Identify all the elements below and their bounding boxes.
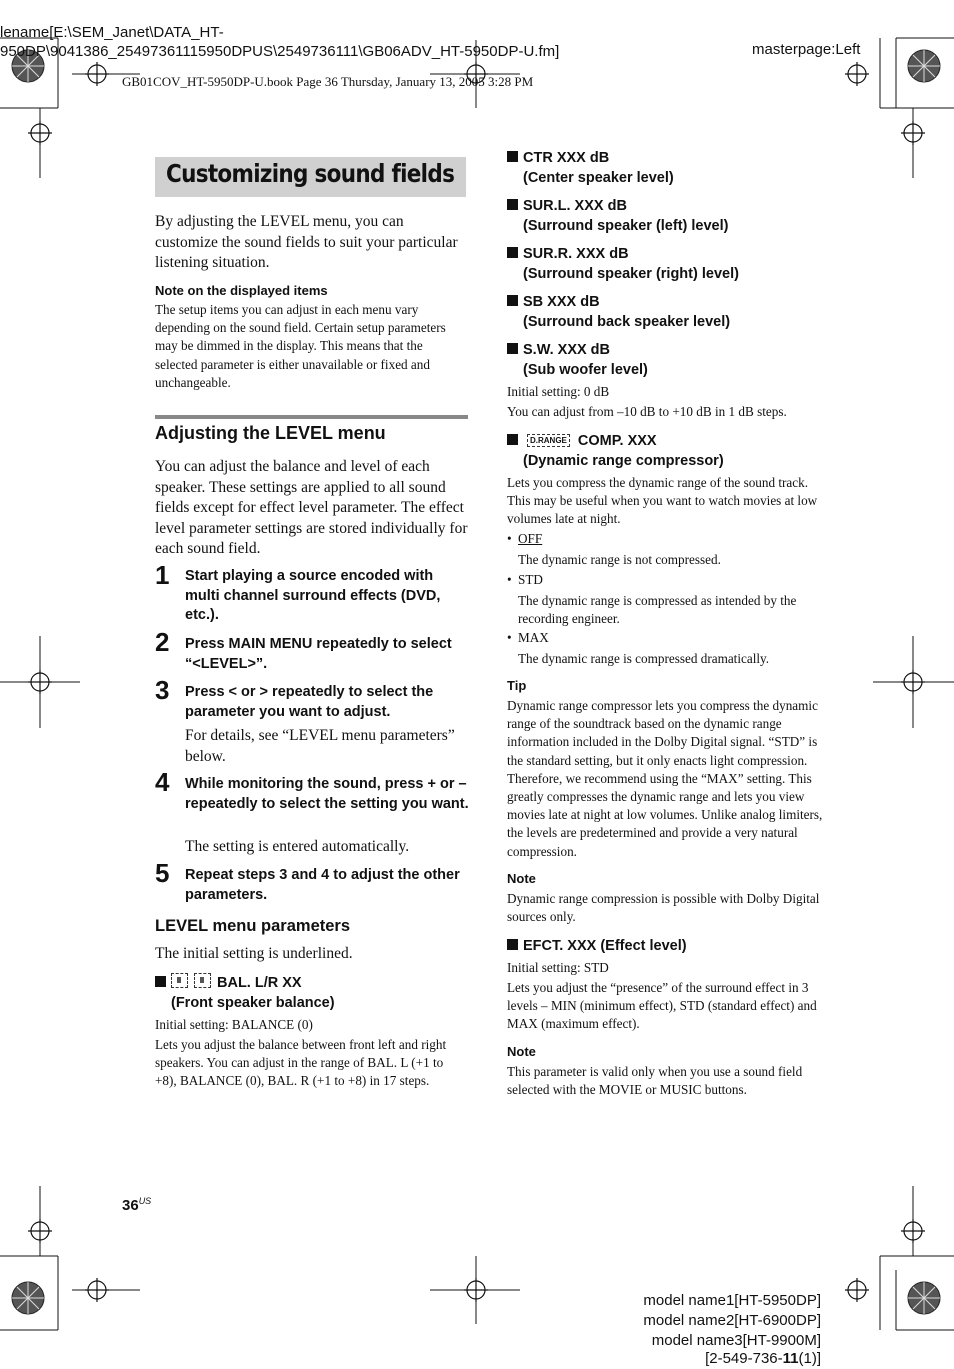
ctr-line2: (Center speaker level) — [523, 170, 674, 186]
step-1-number: 1 — [155, 560, 170, 590]
tip-heading: Tip — [507, 678, 527, 693]
bal-title-line1: BAL. L/R XX — [217, 975, 302, 991]
footer-model-3: model name3[HT-9900M] — [651, 1332, 821, 1349]
efct-text: Lets you adjust the “presence” of the surround effect in 3 levels – MIN (minimum effect), STD (standard effect) and MAX (maximum effect). — [507, 980, 817, 1032]
front-right-speaker-icon — [194, 973, 211, 988]
book-info: GB01COV_HT-5950DP-U.book Page 36 Thursday, January 13, 2005 3:28 PM — [122, 74, 534, 89]
footer-model-1: model name1[HT-5950DP] — [643, 1292, 821, 1309]
square-bullet-icon — [507, 434, 518, 445]
comp-line1: COMP. XXX — [577, 433, 657, 449]
params-intro: The initial setting is underlined. — [155, 945, 353, 962]
footer-code-post: (1)] — [798, 1350, 821, 1367]
surr-line1: SUR.R. XXX dB — [523, 246, 629, 262]
bal-text: Lets you adjust the balance between front left and right speakers. You can adjust in the range of BAL. L (+1 to +8), BALANCE (0), BAL. R (+1 to +8) in 17 steps. — [155, 1037, 447, 1089]
comp-option-max-name: MAX — [518, 630, 549, 645]
comp-option-std-name: STD — [518, 572, 543, 587]
surl-line2: (Surround speaker (left) level) — [523, 218, 729, 234]
square-bullet-icon — [507, 295, 518, 306]
step-5-number: 5 — [155, 858, 170, 888]
footer-code-bold: 11 — [782, 1350, 799, 1367]
sw-line1: S.W. XXX dB — [523, 342, 611, 358]
footer-code — [705, 1349, 821, 1369]
sb-line1: SB XXX dB — [523, 294, 600, 310]
note-displayed-heading: Note on the displayed items — [155, 283, 328, 298]
filename-line-2: 950DP\9041386_25497361115950DPUS\2549736111\GB06ADV_HT-5950DP-U.fm] — [0, 43, 560, 60]
step-3-detail: For details, see “LEVEL menu parameters” below. — [185, 727, 455, 765]
level-range: You can adjust from –10 dB to +10 dB in 1 dB steps. — [507, 404, 787, 419]
comp-text: Lets you compress the dynamic range of the sound track. This may be useful when you want to watch movies at low volumes late at night. — [507, 475, 818, 527]
bal-initial: Initial setting: BALANCE (0) — [155, 1017, 313, 1032]
footer-model-2: model name2[HT-6900DP] — [643, 1312, 821, 1329]
square-bullet-icon — [507, 151, 518, 162]
note2-heading: Note — [507, 1044, 536, 1059]
comp-param — [507, 431, 823, 471]
step-4-number: 4 — [155, 767, 170, 797]
ctr-param — [507, 148, 823, 188]
note1-text: Dynamic range compression is possible with Dolby Digital sources only. — [507, 891, 820, 925]
page-title: Customizing sound fields — [166, 159, 455, 188]
front-left-speaker-icon — [171, 973, 188, 988]
surr-param — [507, 244, 823, 284]
footer-code-pre: [2-549-736- — [705, 1350, 783, 1367]
surr-line2: (Surround speaker (right) level) — [523, 266, 739, 282]
surl-param — [507, 196, 823, 236]
level-initial: Initial setting: 0 dB — [507, 384, 610, 399]
step-3-number: 3 — [155, 675, 170, 705]
comp-line2: (Dynamic range compressor) — [523, 453, 724, 469]
comp-option-off-name: OFF — [518, 531, 543, 546]
square-bullet-icon — [507, 199, 518, 210]
square-bullet-icon — [507, 247, 518, 258]
tip-text: Dynamic range compressor lets you compress the dynamic range of the soundtrack based on the dynamic range information included in the Dolby Digital signal. “STD” is the standard setting, but it only enacts light compression. Therefore, we recommend using the “MAX” setting. This greatly compresses the dynamic range and lets you view movies late at night at low volumes. Unlike analog limiters, the levels are predetermined and provide a very natural compression. — [507, 698, 823, 859]
square-bullet-icon — [507, 939, 518, 950]
step-3-text: Press < or > repeatedly to select the parameter you want to adjust. — [185, 684, 434, 720]
sw-line2: (Sub woofer level) — [523, 362, 648, 378]
step-4-text: While monitoring the sound, press + or – repeatedly to select the setting you want. — [185, 776, 469, 812]
note-displayed-text: The setup items you can adjust in each menu vary depending on the sound field. Certain setup parameters may be dimmed in the display. This means that the selected parameter is either unavailable or fixed and unchangeable. — [155, 302, 446, 390]
section-rule — [155, 415, 468, 419]
comp-option-max-desc: The dynamic range is compressed dramatically. — [518, 651, 770, 666]
bal-title — [155, 973, 468, 1013]
step-2-number: 2 — [155, 627, 170, 657]
sb-line2: (Surround back speaker level) — [523, 314, 731, 330]
step-4-detail: The setting is entered automatically. — [185, 838, 410, 855]
sw-param — [507, 340, 823, 380]
ctr-line1: CTR XXX dB — [523, 150, 610, 166]
step-5-text: Repeat steps 3 and 4 to adjust the other parameters. — [185, 867, 460, 903]
section-intro: You can adjust the balance and level of each speaker. These settings are applied to all sound fields except for effect level parameter. The effect level parameter settings are stored individually for each sound field. — [155, 458, 468, 557]
intro-text: By adjusting the LEVEL menu, you can customize the sound fields to suit your particular listening situation. — [155, 213, 458, 271]
efct-initial: Initial setting: STD — [507, 960, 609, 975]
params-heading: LEVEL menu parameters — [155, 917, 351, 935]
square-bullet-icon — [155, 976, 166, 987]
section-heading: Adjusting the LEVEL menu — [155, 423, 386, 443]
note2-text: This parameter is valid only when you use a sound field selected with the MOVIE or MUSIC buttons. — [507, 1064, 803, 1098]
efct-param — [507, 936, 823, 956]
comp-option-std-desc: The dynamic range is compressed as intended by the recording engineer. — [518, 593, 797, 627]
filename-line-1: lename[E:\SEM_Janet\DATA_HT- — [0, 24, 224, 41]
square-bullet-icon — [507, 343, 518, 354]
note1-heading: Note — [507, 871, 536, 886]
page-number-suffix: US — [138, 1196, 152, 1206]
sb-param — [507, 292, 823, 332]
bal-title-line2: (Front speaker balance) — [171, 995, 335, 1011]
page-number-value: 36 — [122, 1197, 139, 1214]
page-number — [122, 1196, 151, 1214]
title-box — [155, 157, 466, 197]
comp-option-off-desc: The dynamic range is not compressed. — [518, 552, 721, 567]
step-2-text: Press MAIN MENU repeatedly to select “<LEVEL>”. — [185, 636, 452, 672]
efct-title: EFCT. XXX (Effect level) — [523, 938, 687, 954]
masterpage-label: masterpage:Left — [752, 41, 861, 58]
drange-badge: D.RANGE — [527, 434, 570, 447]
surl-line1: SUR.L. XXX dB — [523, 198, 627, 214]
step-1-text: Start playing a source encoded with multi channel surround effects (DVD, etc.). — [185, 568, 441, 623]
